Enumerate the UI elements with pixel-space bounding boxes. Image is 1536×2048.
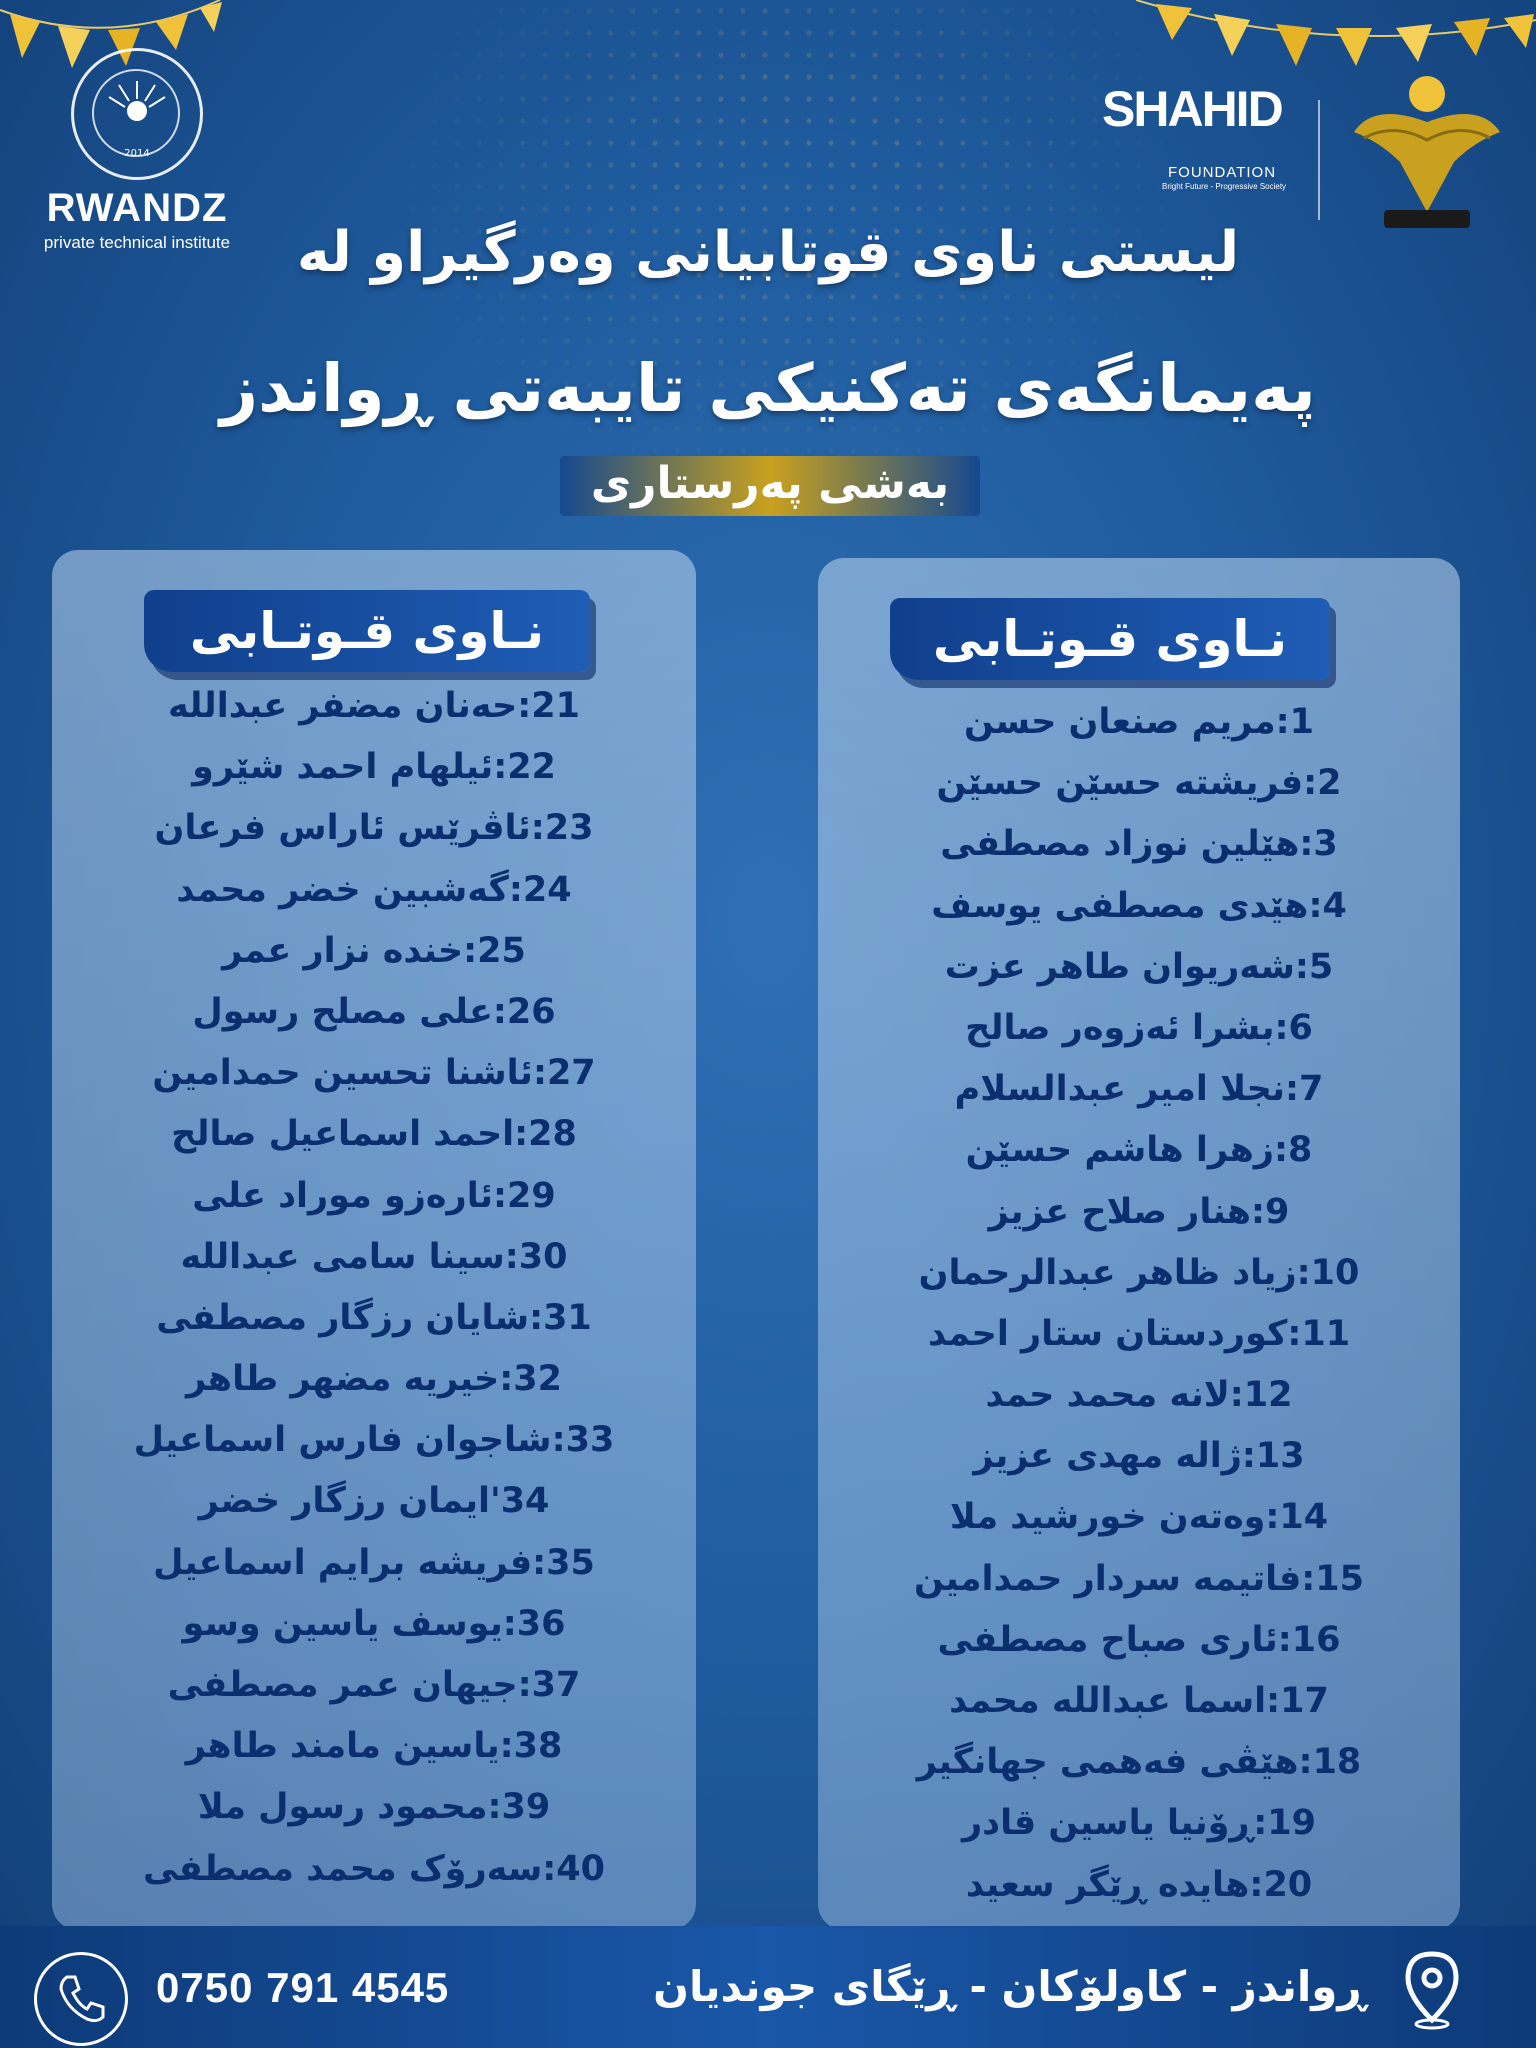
list-item: 32:خیریه مضهر طاهر [186, 1359, 562, 1400]
list-item: 39:محمود رسول ملا [197, 1787, 551, 1828]
list-item: 22:ئیلهام احمد شێرو [192, 747, 556, 788]
list-item: 9:هنار صلاح عزیز [988, 1191, 1290, 1232]
list-item: 19:ڕۆنیا یاسین قادر [962, 1803, 1316, 1844]
list-item: 37:جیهان عمر مصطفی [167, 1665, 581, 1705]
list-item: 30:سینا سامی عبدالله [180, 1236, 568, 1277]
sunburst-icon [105, 77, 169, 121]
column-header-label: نـاوی قـوتـابی [189, 602, 545, 660]
list-item: 10:زیاد ظاهر عبدالرحمان [918, 1252, 1360, 1293]
address-text: ڕواندز - کاولۆکان - ڕێگای جوندیان [653, 1962, 1366, 2011]
list-item: 15:فاتیمه سردار حمدامین [914, 1558, 1364, 1599]
list-item: 1:مریم صنعان حسن [964, 702, 1314, 742]
list-item: 35:فریشه برایم اسماعیل [153, 1542, 595, 1583]
list-item: 21:حەنان مضفر عبدالله [168, 686, 580, 726]
shahid-foundation-logo [1102, 74, 1302, 194]
seal-year: 2014 [124, 148, 150, 159]
list-item: 3:هێلین نوزاد مصطفی [940, 824, 1338, 865]
list-item: 40:سەرۆک محمد مصطفی [143, 1848, 605, 1889]
institute-subtitle: private technical institute [43, 233, 231, 252]
list-item: 6:بشرا ئەزوەر صالح [965, 1007, 1313, 1048]
shahid-foundation-label: FOUNDATION [1168, 164, 1277, 181]
column-header-label: نـاوی قـوتـابی [932, 610, 1288, 668]
list-item: 29:ئارەزو موراد علی [192, 1175, 556, 1216]
list-item: 8:زهرا هاشم حسێن [965, 1130, 1313, 1171]
shahid-tagline: Bright Future - Progressive Society [1162, 182, 1287, 191]
list-item: 13:ژاله مهدی عزیز [973, 1436, 1305, 1477]
list-item: 7:نجلا امیر عبدالسلام [954, 1069, 1324, 1110]
student-list-left [52, 676, 696, 1900]
list-item: 14:وەتەن خورشید ملا [949, 1497, 1329, 1538]
list-item: 24:گەشبین خضر محمد [176, 869, 572, 910]
list-item: 2:فریشته حسێن حسێن [936, 763, 1342, 804]
list-item: 34'ایمان رزگار خضر [198, 1481, 550, 1522]
page-title-line1: لیستی ناوی قوتابیانی وەرگیراو لە [296, 220, 1240, 285]
location-pin-icon [1402, 1950, 1462, 2030]
student-list-panel-left [52, 550, 696, 1930]
list-item: 31:شایان رزگار مصطفی [156, 1297, 592, 1338]
list-item: 26:علی مصلح رسول [192, 991, 556, 1032]
list-item: 11:کوردستان ستار احمد [927, 1313, 1351, 1354]
list-item: 36:یوسف یاسین وسو [182, 1603, 566, 1644]
list-item: 17:اسما عبدالله محمد [949, 1681, 1329, 1721]
list-item: 18:هێڤی فەهمی جهانگیر [916, 1742, 1362, 1783]
list-item: 38:یاسین مامند طاهر [185, 1726, 563, 1767]
list-item: 25:خنده نزار عمر [222, 930, 526, 971]
institute-seal [71, 48, 203, 180]
column-header-right [890, 598, 1330, 680]
student-list-panel-right [818, 558, 1460, 1930]
list-item: 33:شاجوان فارس اسماعیل [133, 1420, 615, 1461]
shahid-name: SHAHID [1102, 81, 1282, 137]
phone-icon [34, 1952, 128, 2046]
column-header-left [144, 590, 590, 672]
list-item: 12:لانه محمد حمد [985, 1375, 1293, 1416]
list-item: 5:شەریوان طاهر عزت [944, 946, 1334, 987]
krg-emblem-icon [1334, 62, 1520, 238]
phone-number: 0750 791 4545 [156, 1964, 450, 2011]
list-item: 16:ئاری صباح مصطفی [937, 1619, 1341, 1660]
institute-name: RWANDZ [46, 186, 228, 230]
list-item: 27:ئاشنا تحسین حمدامین [152, 1053, 596, 1094]
logo-divider [1318, 100, 1320, 220]
department-label: بەشی پەرستاری [590, 458, 950, 509]
list-item: 28:احمد اسماعیل صالح [171, 1114, 577, 1155]
list-item: 20:هایده ڕێگر سعید [965, 1864, 1313, 1905]
list-item: 23:ئاڤرێس ئاراس فرعان [154, 808, 594, 849]
list-item: 4:هێدی مصطفی یوسف [931, 885, 1347, 926]
student-list-right [818, 692, 1460, 1916]
contact-footer [0, 1926, 1536, 2048]
page-title-line2: پەیمانگەی تەکنیکی تایبەتی ڕواندز [220, 350, 1316, 427]
